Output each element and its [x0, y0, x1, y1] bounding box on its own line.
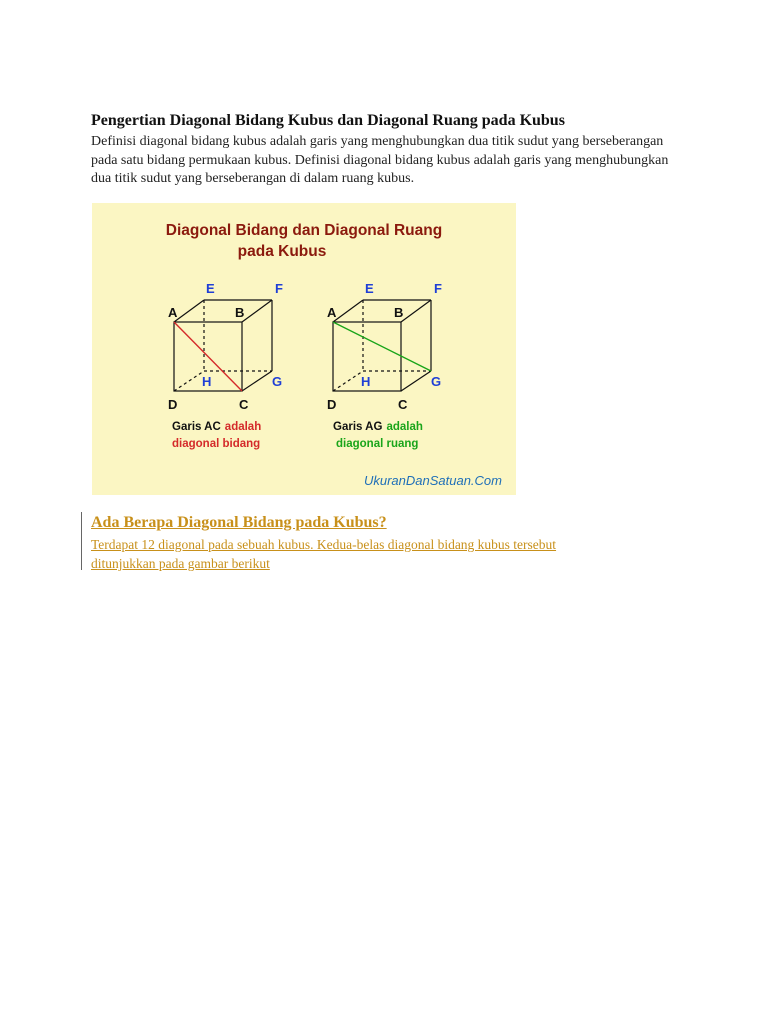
right-caption-line2: diagonal ruang	[336, 438, 419, 450]
right-label-g: G	[431, 374, 442, 389]
right-cube-edge-bf	[401, 300, 431, 322]
right-cube-edge-cg	[401, 371, 431, 391]
left-cube-edge-ae	[174, 300, 204, 322]
left-label-b: B	[235, 305, 245, 320]
left-cube	[174, 300, 272, 391]
right-label-a: A	[327, 305, 337, 320]
right-label-d: D	[327, 397, 337, 412]
left-label-a: A	[168, 305, 178, 320]
subsection-block	[81, 512, 711, 570]
right-label-e: E	[365, 281, 374, 296]
right-cube-diagonal-ag	[333, 322, 431, 371]
cube-diagram	[92, 203, 516, 495]
left-label-d: D	[168, 397, 178, 412]
right-cube-edge-ae	[333, 300, 363, 322]
subsection-heading-link[interactable]: Ada Berapa Diagonal Bidang pada Kubus?	[91, 514, 387, 531]
right-label-h: H	[361, 374, 371, 389]
section-heading: Pengertian Diagonal Bidang Kubus dan Diagonal Ruang pada Kubus	[91, 112, 565, 129]
left-caption-highlight: adalah	[224, 421, 262, 433]
right-label-b: B	[394, 305, 404, 320]
left-label-c: C	[239, 397, 249, 412]
figure-watermark: UkuranDanSatuan.Com	[363, 473, 502, 488]
subsection-body-line1: Terdapat 12 diagonal pada sebuah kubus. Kedua-belas diagonal bidang kubus tersebut	[91, 537, 557, 552]
left-label-e: E	[206, 281, 215, 296]
section-paragraph: Definisi diagonal bidang kubus adalah garis yang menghubungkan dua titik sudut yang berseberangan pada satu bidang permukaan kubus. Definisi diagonal bidang kubus adalah garis yang menghubungkan dua titik sudut yang berseberangan di dalam ruang kubus.	[91, 134, 669, 186]
right-label-f: F	[434, 281, 442, 296]
left-caption-prefix: Garis AC	[172, 421, 221, 433]
cube-diagonal-figure	[92, 203, 516, 495]
left-cube-hidden-dh	[174, 371, 204, 391]
right-cube-hidden-dh	[333, 371, 363, 391]
subsection-body-line2: ditunjukkan pada gambar berikut	[91, 556, 270, 571]
left-caption-line2: diagonal bidang	[172, 438, 261, 450]
left-label-h: H	[202, 374, 212, 389]
left-label-f: F	[275, 281, 283, 296]
right-label-c: C	[398, 397, 408, 412]
right-cube	[333, 300, 431, 391]
left-label-g: G	[272, 374, 283, 389]
right-caption-line1	[333, 421, 423, 433]
right-caption-highlight: adalah	[386, 421, 423, 433]
subsection-paragraph-link[interactable]	[91, 535, 651, 573]
left-cube-edge-bf	[242, 300, 272, 322]
left-cube-edge-cg	[242, 371, 272, 391]
figure-title-line2: pada Kubus	[237, 243, 327, 260]
right-caption-prefix: Garis AG	[333, 421, 383, 433]
figure-title-line1: Diagonal Bidang dan Diagonal Ruang	[165, 222, 443, 239]
left-caption-line1	[172, 421, 261, 433]
